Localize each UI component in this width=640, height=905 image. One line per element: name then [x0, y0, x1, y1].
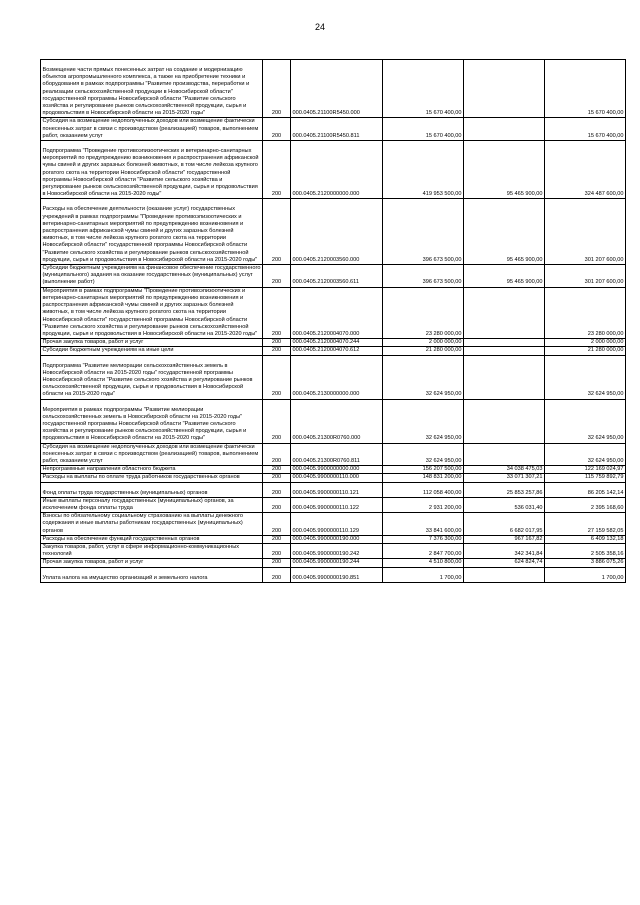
row-amount-cell [383, 443, 464, 466]
row-federal-cell [464, 513, 545, 536]
row-name-cell [41, 567, 263, 582]
row-kbk-text: 000.0405.2120004070.000 [292, 330, 360, 337]
row-federal-cell [464, 443, 545, 466]
row-code-text: 200 [271, 256, 282, 263]
row-regional-text: 301 207 600,00 [584, 256, 624, 263]
row-code-cell [263, 141, 291, 199]
row-code-cell [263, 399, 291, 443]
row-amount-text: 2 847 700,00 [428, 551, 462, 558]
row-regional-cell [545, 559, 626, 567]
row-regional-text: 86 205 142,14 [587, 489, 624, 496]
row-federal-text: 25 853 257,86 [506, 489, 543, 496]
row-code-text: 200 [271, 435, 282, 442]
row-name-cell [41, 482, 263, 497]
row-kbk-cell [291, 559, 383, 567]
row-federal-cell [464, 497, 545, 512]
row-federal-cell [464, 287, 545, 338]
row-federal-text: 33 071 307,21 [506, 474, 543, 481]
row-kbk-text: 000.0405.2130000000.000 [292, 391, 360, 398]
row-amount-text: 15 670 400,00 [425, 110, 462, 117]
row-regional-cell [545, 543, 626, 558]
row-federal-text: 95 465 900,00 [506, 279, 543, 286]
row-amount-cell [383, 567, 464, 582]
row-regional-cell [545, 60, 626, 118]
table-row [41, 443, 626, 466]
row-kbk-text: 000.0405.21300R0760.811 [292, 457, 360, 464]
row-name-cell [41, 543, 263, 558]
row-kbk-text: 000.0405.2120004070.244 [292, 339, 360, 346]
row-amount-cell [383, 199, 464, 265]
table-row [41, 347, 626, 355]
row-federal-text: 342 341,84 [514, 551, 543, 558]
row-kbk-text: 000.0405.9900000190.851 [292, 574, 360, 581]
row-regional-cell [545, 535, 626, 543]
table-row [41, 474, 626, 482]
row-kbk-cell [291, 474, 383, 482]
row-regional-cell [545, 513, 626, 536]
row-regional-text: 27 159 582,05 [587, 527, 624, 534]
row-federal-text: 95 465 900,00 [506, 191, 543, 198]
row-name-text: Прочая закупка товаров, работ и услуг [42, 339, 144, 346]
row-regional-text: 2 395 168,60 [590, 504, 624, 511]
row-regional-text: 115 759 892,79 [585, 474, 624, 481]
row-code-cell [263, 535, 291, 543]
row-federal-cell [464, 535, 545, 543]
row-name-text: Фонд оплаты труда государственных (муниципальных) органов [42, 489, 208, 496]
row-kbk-text: 000.0405.2120003560.611 [292, 279, 359, 286]
row-federal-cell [464, 347, 545, 355]
row-name-cell [41, 199, 263, 265]
row-regional-text: 6 409 132,18 [590, 535, 624, 542]
table-row [41, 118, 626, 141]
row-federal-text: 6 682 017,95 [509, 527, 543, 534]
row-regional-text: 2 000 000,00 [590, 339, 624, 346]
row-code-text: 200 [271, 391, 282, 398]
row-kbk-text: 000.0405.9900000110.129 [292, 527, 359, 534]
row-code-cell [263, 199, 291, 265]
row-code-text: 200 [271, 535, 282, 542]
table-row [41, 466, 626, 474]
row-kbk-text: 000.0405.9900000110.121 [292, 489, 359, 496]
row-amount-text: 4 510 800,00 [428, 559, 462, 566]
row-amount-cell [383, 355, 464, 399]
row-kbk-cell [291, 543, 383, 558]
row-kbk-cell [291, 466, 383, 474]
row-amount-cell [383, 497, 464, 512]
row-name-text: Субсидия на возмещение недополученных доходов или возмещение фактически понесенных затрат в связи с производством (реализацией) товаров, выполнением работ, оказанием услуг [42, 118, 259, 139]
row-code-cell [263, 355, 291, 399]
table-row [41, 535, 626, 543]
row-amount-cell [383, 141, 464, 199]
row-code-text: 200 [271, 191, 282, 198]
row-code-cell [263, 287, 291, 338]
row-regional-cell [545, 482, 626, 497]
table-row [41, 543, 626, 558]
row-federal-cell [464, 118, 545, 141]
row-code-cell [263, 543, 291, 558]
row-kbk-cell [291, 513, 383, 536]
row-federal-text: 34 038 475,03 [506, 466, 543, 473]
row-federal-text: 95 465 900,00 [506, 256, 543, 263]
row-code-text: 200 [271, 132, 282, 139]
row-code-text: 200 [271, 330, 282, 337]
row-name-text: Мероприятия в рамках подпрограммы "Развитие мелиорации сельскохозяйственных земель в Новосибирской области на 2015-2020 годы" государственной программы Новосибирской области "Развитие сельского хозяйства и регулирование рынков сельскохозяйственной продукции, сырья и продовольствия в Новосибирской области на 2015-2020 годы" [42, 406, 247, 442]
row-regional-cell [545, 287, 626, 338]
row-name-text: Мероприятия в рамках подпрограммы "Проведение противоэпизоотических и ветеринарно-санитарных мероприятий по предупреждению возникновения и распространения африканской чумы свиней и других заразных болезней животных, в том числе лейкоза крупного рогатого скота на территории Новосибирской области" государственной программы Новосибирской области "Развитие сельского хозяйства и регулирование рынков сельскохозяйственной продукции, сырья и продовольствия в Новосибирской области на 2015-2020 годы" [42, 287, 258, 337]
row-amount-text: 396 673 500,00 [422, 256, 462, 263]
row-federal-cell [464, 482, 545, 497]
row-kbk-cell [291, 287, 383, 338]
table-row [41, 265, 626, 288]
table-row [41, 339, 626, 347]
row-regional-cell [545, 399, 626, 443]
row-federal-cell [464, 141, 545, 199]
table-row [41, 287, 626, 338]
row-regional-text: 32 624 950,00 [587, 435, 624, 442]
row-code-text: 200 [271, 559, 282, 566]
row-federal-text: 624 824,74 [514, 559, 543, 566]
row-code-text: 200 [271, 466, 282, 473]
row-name-text: Расходы на выплаты по оплате труда работников государственных органов [42, 474, 240, 481]
row-name-text: Субсидии бюджетным учреждениям на иные цели [42, 347, 174, 354]
row-amount-cell [383, 265, 464, 288]
row-amount-text: 32 624 950,00 [425, 457, 462, 464]
row-name-cell [41, 287, 263, 338]
row-regional-text: 21 280 000,00 [587, 347, 624, 354]
row-kbk-cell [291, 535, 383, 543]
row-code-cell [263, 118, 291, 141]
row-federal-text: 967 167,82 [514, 535, 543, 542]
row-regional-text: 3 886 075,26 [590, 559, 624, 566]
row-amount-text: 33 841 600,00 [425, 527, 462, 534]
row-amount-cell [383, 347, 464, 355]
row-kbk-cell [291, 497, 383, 512]
row-name-text: Подпрограмма "Развитие мелиорации сельскохозяйственных земель в Новосибирской области на 2015-2020 годы" государственной программы Новосибирской области "Развитие сельского хозяйства и регулирование рынков сельскохозяйственной продукции, сырья и продовольствия в Новосибирской области на 2015-2020 годы" [42, 362, 253, 398]
row-federal-cell [464, 466, 545, 474]
row-code-cell [263, 474, 291, 482]
row-amount-text: 32 624 950,00 [425, 435, 462, 442]
row-regional-cell [545, 355, 626, 399]
row-code-text: 200 [271, 551, 282, 558]
row-federal-cell [464, 474, 545, 482]
row-name-cell [41, 466, 263, 474]
row-regional-text: 15 670 400,00 [587, 132, 624, 139]
row-code-text: 200 [271, 489, 282, 496]
row-regional-cell [545, 141, 626, 199]
table-row [41, 513, 626, 536]
row-name-text: Взносы по обязательному социальному страхованию на выплаты денежного содержания и иные выплаты работникам государственных (муниципальных) органов [42, 513, 244, 534]
row-code-text: 200 [271, 279, 282, 286]
row-name-text: Закупка товаров, работ, услуг в сфере информационно-коммуникационных технологий [42, 543, 240, 558]
row-code-cell [263, 513, 291, 536]
row-kbk-text: 000.0405.9900000000.000 [292, 466, 360, 473]
row-name-text: Возмещение части прямых понесенных затрат на создание и модернизацию объектов агропромышленного комплекса, а также на приобретение техники и оборудования в рамках подпрограммы "Развитие производства, переработки и реализации сельскохозяйственной продукции в Новосибирской области" государственной программы Новосибирской области "Развитие сельского хозяйства и регулирование рынков сельскохозяйственной продукции, сырья и продовольствия в Новосибирской области на 2015-2020 годы" [42, 67, 250, 117]
row-federal-cell [464, 199, 545, 265]
row-federal-cell [464, 339, 545, 347]
table-row [41, 355, 626, 399]
row-amount-cell [383, 513, 464, 536]
budget-table-body [41, 60, 626, 583]
row-amount-text: 21 280 000,00 [425, 347, 462, 354]
row-regional-text: 301 207 600,00 [584, 279, 624, 286]
table-row [41, 497, 626, 512]
row-code-cell [263, 466, 291, 474]
row-name-text: Расходы на обеспечение деятельности (оказание услуг) государственных учреждений в рамках подпрограммы "Проведение противоэпизоотических и ветеринарно-санитарных мероприятий по предупреждению возникновения и распространения африканской чумы свиней и других заразных болезней животных, в том числе лейкоза крупного рогатого скота на территории Новосибирской области" государственной программы Новосибирской области "Развитие сельского хозяйства и регулирование рынков сельскохозяйственной продукции, сырья и продовольствия в Новосибирской области на 2015-2020 годы" [42, 206, 258, 263]
row-name-cell [41, 60, 263, 118]
row-kbk-text: 000.0405.2120004070.612 [292, 347, 360, 354]
row-federal-cell [464, 399, 545, 443]
table-row [41, 60, 626, 118]
table-row [41, 399, 626, 443]
row-regional-text: 122 169 024,97 [584, 466, 624, 473]
row-amount-cell [383, 543, 464, 558]
row-code-text: 200 [271, 457, 282, 464]
row-code-cell [263, 60, 291, 118]
row-kbk-cell [291, 482, 383, 497]
row-amount-cell [383, 287, 464, 338]
row-amount-text: 112 058 400,00 [423, 489, 462, 496]
row-code-cell [263, 567, 291, 582]
row-regional-cell [545, 265, 626, 288]
row-amount-text: 396 673 500,00 [422, 279, 462, 286]
row-code-cell [263, 482, 291, 497]
row-regional-cell [545, 199, 626, 265]
row-code-text: 200 [271, 574, 282, 581]
row-kbk-cell [291, 265, 383, 288]
row-kbk-cell [291, 60, 383, 118]
row-name-text: Непрограммные направления областного бюджета [42, 466, 176, 473]
row-regional-cell [545, 118, 626, 141]
row-name-cell [41, 118, 263, 141]
row-kbk-text: 000.0405.9900000110.122 [292, 504, 359, 511]
row-regional-text: 2 505 358,16 [590, 551, 624, 558]
row-kbk-cell [291, 443, 383, 466]
row-regional-text: 324 487 600,00 [584, 191, 624, 198]
row-name-cell [41, 443, 263, 466]
row-amount-text: 32 624 950,00 [425, 391, 462, 398]
row-amount-cell [383, 535, 464, 543]
row-regional-cell [545, 466, 626, 474]
budget-table [40, 59, 626, 583]
row-kbk-text: 000.0405.9900000190.242 [292, 551, 360, 558]
row-name-text: Иные выплаты персоналу государственных (муниципальных) органов, за исключением фонда оплаты труда [42, 497, 234, 511]
row-amount-text: 1 700,00 [439, 574, 462, 581]
page-number: 24 [314, 22, 325, 32]
row-kbk-cell [291, 199, 383, 265]
row-kbk-cell [291, 347, 383, 355]
row-regional-text: 23 280 000,00 [587, 330, 624, 337]
row-name-cell [41, 347, 263, 355]
row-kbk-cell [291, 339, 383, 347]
row-code-cell [263, 443, 291, 466]
row-federal-text: 536 031,40 [514, 504, 543, 511]
row-amount-cell [383, 60, 464, 118]
table-row [41, 199, 626, 265]
row-kbk-text: 000.0405.21100R5450.000 [292, 110, 360, 117]
row-kbk-text: 000.0405.21100R5450.811 [292, 132, 360, 139]
row-amount-cell [383, 482, 464, 497]
row-code-text: 200 [271, 339, 282, 346]
row-amount-text: 23 280 000,00 [425, 330, 462, 337]
row-name-cell [41, 399, 263, 443]
row-name-text: Подпрограмма "Проведение противоэпизоотических и ветеринарно-санитарных мероприятий по предупреждению возникновения и распространения африканской чумы свиней и других заразных болезней животных, в том числе лейкоза крупного рогатого скота на территории Новосибирской области" государственной программы Новосибирской области "Развитие сельского хозяйства и регулирование рынков сельскохозяйственной продукции, сырья и продовольствия в Новосибирской области на 2015-2020 годы" [42, 148, 259, 198]
row-amount-cell [383, 399, 464, 443]
row-regional-cell [545, 443, 626, 466]
row-amount-text: 419 953 500,00 [422, 191, 462, 198]
row-regional-cell [545, 567, 626, 582]
row-kbk-cell [291, 141, 383, 199]
row-amount-cell [383, 466, 464, 474]
row-amount-text: 15 670 400,00 [425, 132, 462, 139]
row-regional-cell [545, 474, 626, 482]
row-code-cell [263, 559, 291, 567]
row-name-cell [41, 474, 263, 482]
row-code-text: 200 [271, 110, 282, 117]
row-amount-cell [383, 559, 464, 567]
row-amount-text: 2 000 000,00 [428, 339, 462, 346]
row-name-text: Расходы на обеспечение функций государственных органов [42, 535, 200, 542]
row-federal-cell [464, 60, 545, 118]
row-name-text: Субсидии бюджетным учреждениям на финансовое обеспечение государственного (муниципального) задания на оказание государственных (муниципальных) услуг (выполнение работ) [42, 265, 261, 286]
row-regional-text: 1 700,00 [601, 574, 624, 581]
row-amount-cell [383, 118, 464, 141]
row-regional-text: 32 624 950,00 [587, 391, 624, 398]
row-amount-cell [383, 339, 464, 347]
row-code-cell [263, 497, 291, 512]
row-regional-cell [545, 339, 626, 347]
row-kbk-cell [291, 567, 383, 582]
row-code-cell [263, 339, 291, 347]
row-federal-cell [464, 543, 545, 558]
row-kbk-text: 000.0405.9900000110.000 [292, 474, 359, 481]
row-kbk-text: 000.0405.21300R0760.000 [292, 435, 361, 442]
row-kbk-cell [291, 118, 383, 141]
row-name-text: Уплата налога на имущество организаций и земельного налога [42, 574, 208, 581]
row-amount-text: 7 376 300,00 [428, 535, 462, 542]
row-kbk-cell [291, 399, 383, 443]
row-amount-text: 2 931 200,00 [428, 504, 462, 511]
row-kbk-text: 000.0405.2120003560.000 [292, 256, 360, 263]
row-kbk-text: 000.0405.9900000190.244 [292, 559, 360, 566]
row-name-cell [41, 355, 263, 399]
row-code-cell [263, 347, 291, 355]
row-federal-cell [464, 567, 545, 582]
row-name-cell [41, 559, 263, 567]
table-row [41, 482, 626, 497]
row-name-cell [41, 513, 263, 536]
row-code-text: 200 [271, 504, 282, 511]
table-row [41, 141, 626, 199]
table-row [41, 567, 626, 582]
row-regional-text: 15 670 400,00 [587, 110, 624, 117]
row-name-cell [41, 339, 263, 347]
row-name-cell [41, 535, 263, 543]
row-name-cell [41, 497, 263, 512]
row-regional-text: 32 624 950,00 [587, 457, 624, 464]
row-name-text: Субсидия на возмещение недополученных доходов или возмещение фактически понесенных затрат в связи с производством (реализацией) товаров, выполнением работ, оказанием услуг [42, 443, 259, 464]
row-name-text: Прочая закупка товаров, работ и услуг [42, 559, 144, 566]
row-kbk-cell [291, 355, 383, 399]
row-code-cell [263, 265, 291, 288]
row-code-text: 200 [271, 474, 282, 481]
table-row [41, 559, 626, 567]
row-name-cell [41, 265, 263, 288]
row-code-text: 200 [271, 527, 282, 534]
row-amount-text: 156 207 500,00 [422, 466, 462, 473]
row-kbk-text: 000.0405.9900000190.000 [292, 535, 360, 542]
row-federal-cell [464, 355, 545, 399]
row-amount-text: 148 831 200,00 [422, 474, 462, 481]
row-regional-cell [545, 497, 626, 512]
row-name-cell [41, 141, 263, 199]
row-code-text: 200 [271, 347, 282, 354]
row-amount-cell [383, 474, 464, 482]
row-federal-cell [464, 559, 545, 567]
row-federal-cell [464, 265, 545, 288]
row-kbk-text: 000.0405.2120000000.000 [292, 191, 360, 198]
row-regional-cell [545, 347, 626, 355]
